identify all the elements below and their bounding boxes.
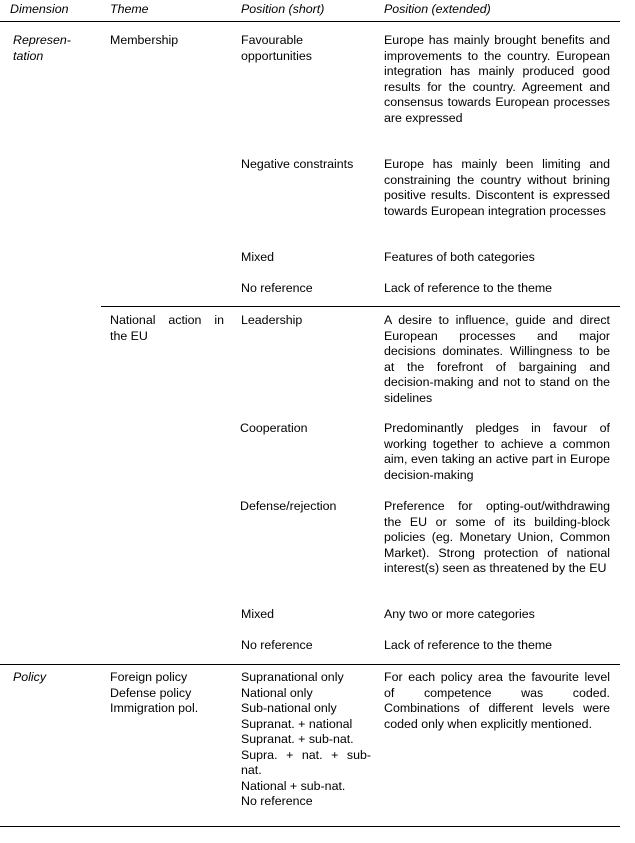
header-position-extended: Position (extended) [384,2,491,16]
rule-after-membership [101,306,620,307]
position-short: Cooperation [240,421,308,435]
position-extended: A desire to influence, guide and direct European processes and major decisions dominates. Willingness to be at the forefront of bargaining and decision-making and not to stand on the sidelines [384,313,610,405]
position-extended: Predominantly pledges in favour of working together to achieve a common aim, even taking an active part in Europe decision-making [384,421,610,482]
position-extended: Lack of reference to the theme [384,638,553,652]
competence-level: Sub-national only [241,701,337,715]
competence-level: Supra. + nat. + sub-nat. [241,747,371,777]
position-extended: Europe has mainly brought benefits and improvements to the country. European integration has mainly produced good results for the country. Agreement and consensus towards European processes are expressed [384,33,610,125]
theme-membership: Membership [110,33,179,47]
header-theme: Theme [110,2,149,16]
table-bottom-rule [0,826,620,827]
position-extended: Europe has mainly been limiting and constraining the country without brining positive results. Discontent is expressed towards European integration processes [384,157,610,218]
competence-level: Supranat. + national [241,716,353,731]
position-short: Negative constraints [241,157,354,171]
position-extended: Lack of reference to the theme [384,281,553,295]
position-short: Leadership [241,313,303,327]
theme-line: Immigration pol. [110,701,199,715]
position-short: Defense/rejection [240,499,337,513]
dimension-label-line: tation [13,48,44,63]
dimension-label-line: Represen- [13,33,71,47]
competence-level: National + sub-nat. [241,778,346,793]
theme-national-action: National action in the EU [110,313,224,343]
competence-level: No reference [241,794,313,808]
table-top-rule [0,21,620,22]
policy-extended: For each policy area the favourite level of competence was coded. Combinations of different levels were coded only when explicitly mentioned. [384,670,610,731]
policy-competence-levels [241,670,371,810]
theme-line: Defense policy [110,685,192,700]
competence-level: Supranat. + sub-nat. [241,732,354,746]
position-short: Mixed [241,250,275,264]
competence-level: Supranational only [241,670,344,684]
position-extended: Features of both categories [384,250,535,264]
position-extended: Any two or more categories [384,607,535,621]
position-short: No reference [241,281,313,295]
position-short: No reference [241,638,313,652]
header-dimension: Dimension [10,2,69,16]
position-short: Mixed [241,607,275,621]
dimension-policy: Policy [13,670,47,684]
header-position-short: Position (short) [241,2,325,16]
dimension-representation [13,33,93,64]
theme-policy-areas [110,670,235,717]
position-short: Favourable opportunities [241,33,312,63]
rule-after-representation [0,664,620,665]
theme-line: Foreign policy [110,670,188,684]
competence-level: National only [241,685,313,700]
position-extended: Preference for opting-out/withdrawing the EU or some of its building-block policies (eg. Monetary Union, Common Market). Strong protection of national interest(s) seen as threatened by the EU [384,499,610,575]
